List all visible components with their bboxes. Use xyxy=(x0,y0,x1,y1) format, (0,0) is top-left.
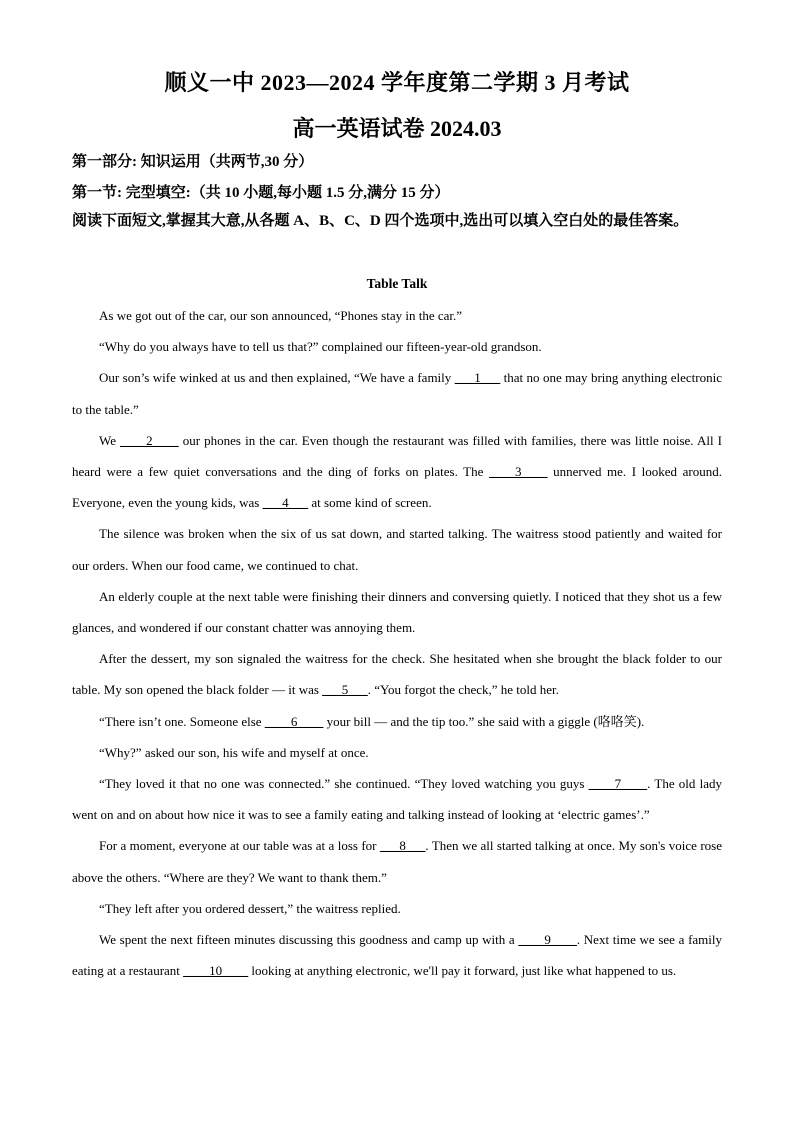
paragraph-text: “There isn’t one. Someone else xyxy=(99,713,265,729)
instruction-text: 阅读下面短文,掌握其大意,从各题 A、B、C、D 四个选项中,选出可以填入空白处的最佳答案。 xyxy=(72,213,689,229)
paragraph-text: “They left after you ordered dessert,” the waitress replied. xyxy=(99,900,401,916)
passage-paragraph xyxy=(72,893,722,924)
passage-paragraph xyxy=(72,518,722,580)
paragraph-text: unnerved me. I looked around. Everyone, even the young kids, was xyxy=(72,464,722,511)
answer-blank: ____10____ xyxy=(183,963,249,979)
passage-paragraph xyxy=(72,425,722,519)
passage-paragraph xyxy=(72,300,722,331)
paragraph-text: An elderly couple at the next table were finishing their dinners and conversing quietly. I noticed that they shot us a few glances, and wondered if our constant chatter was annoying them. xyxy=(72,588,722,636)
exam-subtitle: 高一英语试卷 2024.03 xyxy=(292,116,502,141)
answer-blank: ____3____ xyxy=(488,464,548,480)
exam-title: 顺义一中 2023—2024 学年度第二学期 3 月考试 xyxy=(164,70,630,95)
paragraph-text: our phones in the car. Even though the restaurant was filled with families, there was little noise. All I heard were a few quiet conversations and the ding of forks on plates. The xyxy=(72,432,722,480)
paragraph-text: . Then we all started talking at once. My son's voice rose above the others. “Where are they? We want to thank them.” xyxy=(72,838,722,885)
paragraph-text: As we got out of the car, our son announced, “Phones stay in the car.” xyxy=(99,308,463,323)
answer-blank: ____6____ xyxy=(264,713,324,729)
paragraph-text: “Why?” asked our son, his wife and myself at once. xyxy=(99,744,369,760)
passage-paragraph xyxy=(72,331,722,362)
paragraph-text: We spent the next fifteen minutes discussing this goodness and camp up with a xyxy=(99,932,519,948)
paragraph-text: After the dessert, my son signaled the waitress for the check. She hesitated when she brought the black folder to our table. My son opened the black folder — it was xyxy=(72,651,722,698)
answer-blank: ___8___ xyxy=(379,838,426,854)
passage-paragraph xyxy=(72,924,722,986)
paragraph-text: . “You forgot the check,” he told her. xyxy=(367,682,559,698)
passage-paragraph xyxy=(72,737,722,768)
answer-blank: ____7____ xyxy=(588,776,648,792)
passage-paragraph xyxy=(72,362,722,424)
passage-paragraph xyxy=(72,768,722,830)
answer-blank: ___5___ xyxy=(322,682,368,698)
paragraph-text: Our son’s wife winked at us and then explained, “We have a family xyxy=(99,370,455,386)
passage-paragraph xyxy=(72,581,722,643)
part-heading: 第一部分: 知识运用（共两节,30 分） xyxy=(72,154,314,170)
paragraph-text: “Why do you always have to tell us that?” complained our fifteen-year-old grandson. xyxy=(99,339,542,355)
answer-blank: ___4___ xyxy=(262,495,309,511)
paragraph-text: that no one may bring anything electronic to the table.” xyxy=(72,370,722,417)
paragraph-text: . The old lady went on and on about how nice it was to see a family eating and talking instead of looking at ‘electric games’.” xyxy=(72,776,722,823)
paragraph-text: The silence was broken when the six of us sat down, and started talking. The waitress stood patiently and waited for our orders. When our food came, we continued to chat. xyxy=(72,526,722,573)
passage-paragraph xyxy=(72,643,722,705)
answer-blank: ____2____ xyxy=(120,432,179,448)
paragraph-text: at some kind of screen. xyxy=(308,495,432,511)
passage-title: Table Talk xyxy=(366,276,428,291)
paragraph-text: . Next time we see a family eating at a restaurant xyxy=(72,932,723,979)
passage-paragraph xyxy=(72,830,722,892)
paragraph-text: your bill — and the tip too.” she said with a giggle (咯咯笑). xyxy=(323,713,645,729)
paragraph-text: looking at anything electronic, we'll pay it forward, just like what happened to us. xyxy=(248,963,677,979)
paragraph-text: We xyxy=(99,432,121,448)
passage-body xyxy=(72,300,722,986)
section-heading: 第一节: 完型填空:（共 10 小题,每小题 1.5 分,满分 15 分） xyxy=(72,185,450,201)
passage-paragraph xyxy=(72,706,722,737)
paragraph-text: For a moment, everyone at our table was at a loss for xyxy=(99,838,380,854)
answer-blank: ____9____ xyxy=(518,932,577,948)
paragraph-text: “They loved it that no one was connected.” she continued. “They loved watching you guys xyxy=(99,776,589,792)
answer-blank: ___1___ xyxy=(454,370,501,386)
